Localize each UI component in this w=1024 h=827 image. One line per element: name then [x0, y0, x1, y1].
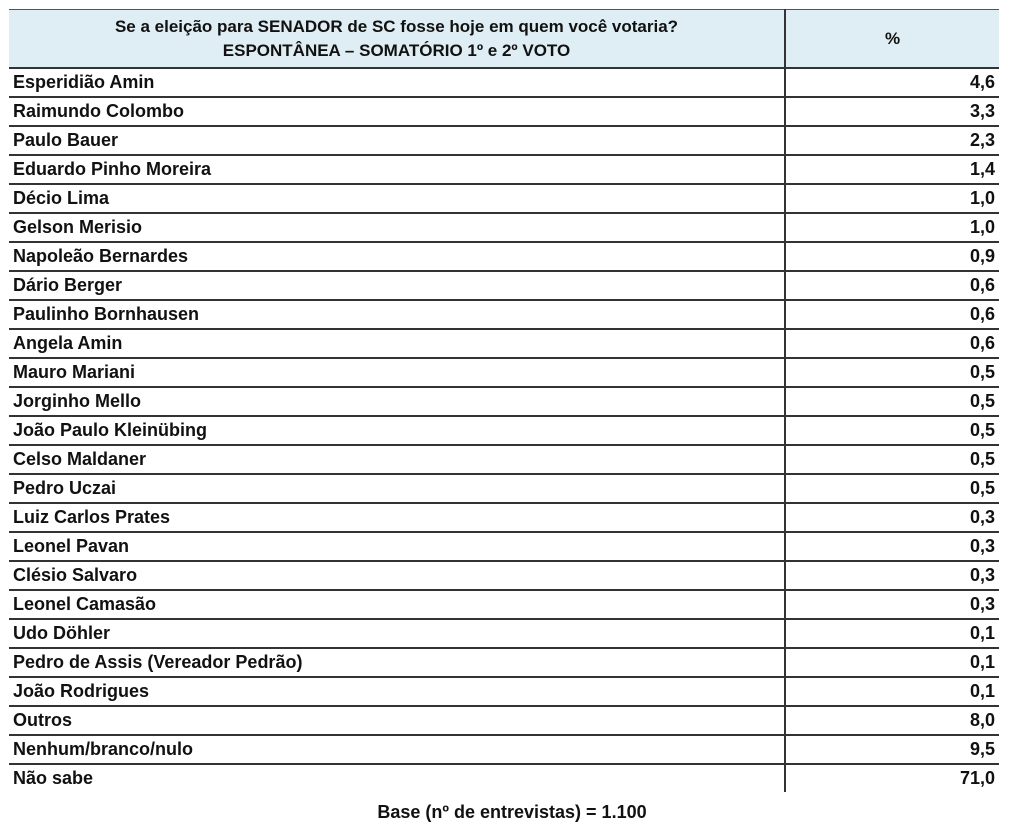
table-row: [9, 503, 999, 532]
candidate-name: Não sabe: [13, 768, 94, 788]
table-row: [9, 416, 999, 445]
candidate-percent: 0,3: [785, 503, 999, 532]
candidate-name: Paulo Bauer: [9, 126, 785, 155]
candidate-name: Dário Berger: [9, 271, 785, 300]
table-row: [9, 300, 999, 329]
candidate-name: Eduardo Pinho Moreira: [9, 155, 785, 184]
candidate-percent: 0,1: [785, 677, 999, 706]
candidate-percent: 3,3: [785, 97, 999, 126]
candidate-percent: 0,5: [785, 358, 999, 387]
table-row: [9, 706, 999, 735]
percent-header: %: [785, 10, 999, 69]
candidate-percent: 0,1: [785, 648, 999, 677]
candidate-percent: 0,5: [785, 416, 999, 445]
candidate-percent: 0,6: [785, 300, 999, 329]
table-header: [9, 10, 999, 69]
candidate-percent: 0,9: [785, 242, 999, 271]
candidate-percent: 1,4: [785, 155, 999, 184]
candidate-percent: 4,6: [785, 68, 999, 97]
candidate-name: Outros: [9, 706, 785, 735]
candidate-percent: 2,3: [785, 126, 999, 155]
candidate-name: Luiz Carlos Prates: [9, 503, 785, 532]
candidate-percent: 0,6: [785, 271, 999, 300]
table-row: [9, 155, 999, 184]
candidate-name: Jorginho Mello: [9, 387, 785, 416]
table-row: [9, 474, 999, 503]
table-body: [9, 68, 999, 792]
candidate-name: Udo Döhler: [9, 619, 785, 648]
candidate-name: Gelson Merisio: [9, 213, 785, 242]
candidate-name: João Paulo Kleinübing: [9, 416, 785, 445]
candidate-name: Leonel Pavan: [9, 532, 785, 561]
table-row: [9, 532, 999, 561]
candidate-name: Pedro Uczai: [9, 474, 785, 503]
candidate-name: Paulinho Bornhausen: [9, 300, 785, 329]
results-table-container: [9, 9, 999, 792]
table-row: [9, 97, 999, 126]
candidate-name: João Rodrigues: [9, 677, 785, 706]
table-row: [9, 358, 999, 387]
table-row: [9, 561, 999, 590]
table-row: [9, 387, 999, 416]
candidate-percent: 9,5: [785, 735, 999, 764]
question-title-line-2: ESPONTÂNEA – SOMATÓRIO 1º e 2º VOTO: [222, 40, 571, 60]
table-row: [9, 677, 999, 706]
candidate-name: Décio Lima: [9, 184, 785, 213]
table-row: [9, 735, 999, 764]
candidate-name: Mauro Mariani: [9, 358, 785, 387]
header-row: [9, 10, 999, 69]
candidate-percent: 0,1: [785, 619, 999, 648]
candidate-percent: 0,5: [785, 445, 999, 474]
candidate-percent: 8,0: [785, 706, 999, 735]
sample-base-note: Base (nº de entrevistas) = 1.100: [377, 802, 647, 822]
candidate-percent: 0,3: [785, 532, 999, 561]
table-row: [9, 126, 999, 155]
candidate-name: Leonel Camasão: [9, 590, 785, 619]
table-row: [9, 648, 999, 677]
candidate-percent: 1,0: [785, 213, 999, 242]
candidate-name: Raimundo Colombo: [9, 97, 785, 126]
candidate-name: Napoleão Bernardes: [9, 242, 785, 271]
candidate-percent: 0,3: [785, 590, 999, 619]
candidate-name: Nenhum/branco/nulo: [9, 735, 785, 764]
candidate-percent: 71,0: [785, 764, 999, 792]
candidate-percent: 0,5: [785, 474, 999, 503]
candidate-percent: 0,6: [785, 329, 999, 358]
candidate-percent: 0,3: [785, 561, 999, 590]
table-row: [9, 329, 999, 358]
candidate-name: Clésio Salvaro: [9, 561, 785, 590]
candidate-percent: 1,0: [785, 184, 999, 213]
question-title-line-1: Se a eleição para SENADOR de SC fosse hoje em quem você votaria?: [114, 16, 679, 36]
candidate-name: Angela Amin: [9, 329, 785, 358]
table-row: [9, 184, 999, 213]
candidate-percent: 0,5: [785, 387, 999, 416]
table-row: [9, 68, 999, 97]
table-row: [9, 590, 999, 619]
candidate-name: Pedro de Assis (Vereador Pedrão): [9, 648, 785, 677]
question-header: [9, 10, 785, 69]
table-row: [9, 764, 999, 792]
table-row: [9, 242, 999, 271]
table-row: [9, 619, 999, 648]
table-row: [9, 445, 999, 474]
table-row: [9, 213, 999, 242]
candidate-name: Esperidião Amin: [9, 68, 785, 97]
table-row: [9, 271, 999, 300]
candidate-name: Celso Maldaner: [9, 445, 785, 474]
results-table: [9, 9, 999, 792]
